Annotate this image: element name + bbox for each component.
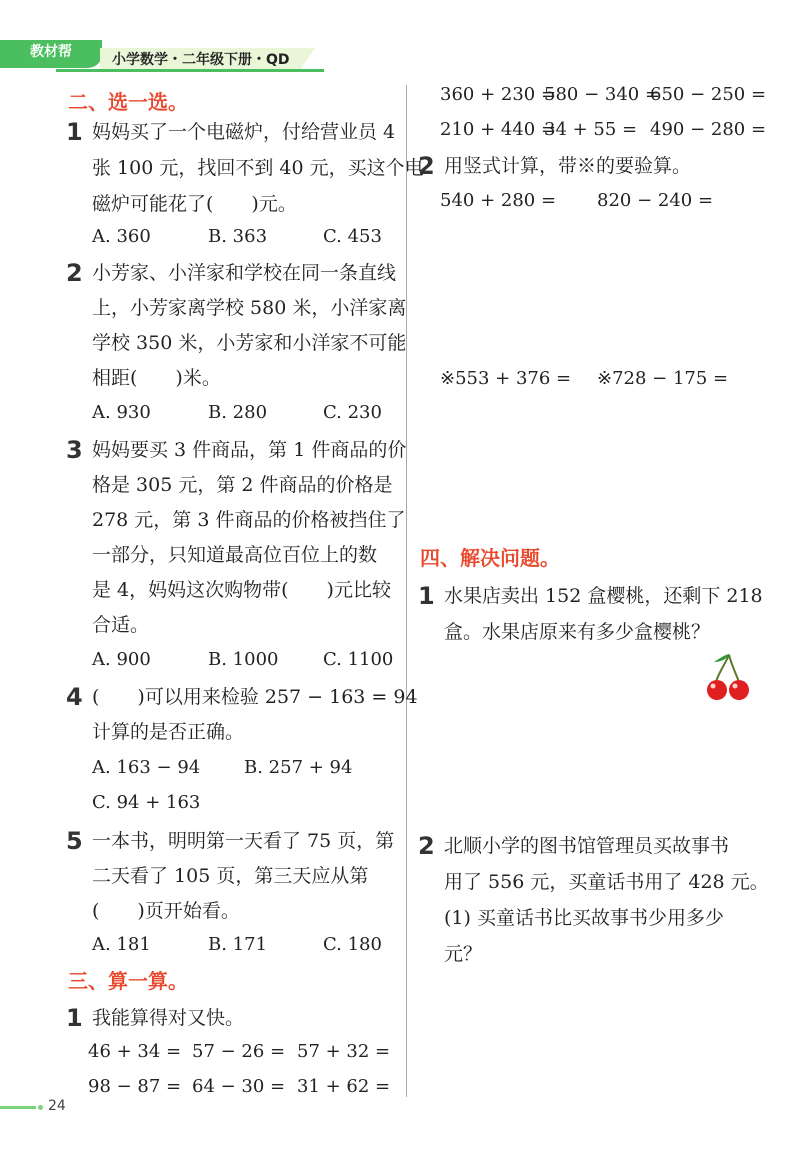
question-text: 元？ <box>444 943 483 965</box>
equation: 57 − 26 = <box>192 1041 286 1062</box>
question-number: 2 <box>418 832 435 860</box>
question-number: 2 <box>418 152 435 180</box>
option-b[interactable]: B. 257 + 94 <box>244 757 353 778</box>
question-text: (1) 买童话书比买故事书少用多少 <box>444 907 724 929</box>
footer-dot <box>38 1105 43 1110</box>
question-text: 妈妈要买 3 件商品，第 1 件商品的价 <box>92 439 407 461</box>
column-divider <box>406 85 407 1097</box>
header-underline <box>56 69 324 72</box>
question-number: 1 <box>418 582 435 610</box>
question-number: 2 <box>66 259 83 287</box>
question-text: 小芳家、小洋家和学校在同一条直线 <box>92 262 397 284</box>
question-text: 张 100 元，找回不到 40 元，买这个电 <box>92 157 424 179</box>
option-a[interactable]: A. 360 <box>92 226 151 247</box>
question-number: 1 <box>66 118 83 146</box>
equation: 540 + 280 = <box>440 190 557 211</box>
question-text: 相距( )米。 <box>92 367 221 389</box>
option-b[interactable]: B. 171 <box>208 934 268 955</box>
question-text: 水果店卖出 152 盒樱桃，还剩下 218 <box>444 585 763 607</box>
option-a[interactable]: A. 163 − 94 <box>92 757 201 778</box>
option-c[interactable]: C. 453 <box>323 226 382 247</box>
equation: ※553 + 376 = <box>440 368 572 389</box>
question-text: 一本书，明明第一天看了 75 页，第 <box>92 830 395 852</box>
question-text: 妈妈买了一个电磁炉，付给营业员 4 <box>92 121 396 143</box>
question-text: ( )可以用来检验 257 − 163 = 94 <box>92 686 418 708</box>
question-text: 用竖式计算，带※的要验算。 <box>444 155 692 177</box>
equation: ※728 − 175 = <box>597 368 729 389</box>
equation: 360 + 230 = <box>440 84 557 105</box>
question-text: 一部分，只知道最高位百位上的数 <box>92 544 378 566</box>
question-text: 北顺小学的图书馆管理员买故事书 <box>444 835 730 857</box>
question-text: 合适。 <box>92 614 150 636</box>
question-text: 盒。水果店原来有多少盒樱桃？ <box>444 621 711 643</box>
equation: 490 − 280 = <box>650 119 767 140</box>
question-text: ( )页开始看。 <box>92 900 240 922</box>
option-c[interactable]: C. 94 + 163 <box>92 792 201 813</box>
option-c[interactable]: C. 1100 <box>323 649 394 670</box>
option-b[interactable]: B. 363 <box>208 226 268 247</box>
equation: 820 − 240 = <box>597 190 714 211</box>
question-text: 二天看了 105 页，第三天应从第 <box>92 865 369 887</box>
header-title: 小学数学・二年级下册・QD <box>112 52 290 68</box>
equation: 34 + 55 = <box>544 119 638 140</box>
question-text: 磁炉可能花了( )元。 <box>92 193 297 215</box>
equation: 46 + 34 = <box>88 1041 182 1062</box>
equation: 31 + 62 = <box>297 1076 391 1097</box>
question-text: 计算的是否正确。 <box>92 721 245 743</box>
equation: 98 − 87 = <box>88 1076 182 1097</box>
page-number: 24 <box>48 1098 66 1114</box>
question-text: 我能算得对又快。 <box>92 1007 245 1029</box>
equation: 64 − 30 = <box>192 1076 286 1097</box>
option-c[interactable]: C. 230 <box>323 402 382 423</box>
option-a[interactable]: A. 900 <box>92 649 151 670</box>
option-c[interactable]: C. 180 <box>323 934 382 955</box>
question-text: 格是 305 元，第 2 件商品的价格是 <box>92 474 393 496</box>
question-number: 1 <box>66 1004 83 1032</box>
question-text: 用了 556 元，买童话书用了 428 元。 <box>444 871 769 893</box>
question-number: 3 <box>66 436 83 464</box>
cherry-icon <box>704 652 752 702</box>
equation: 210 + 440 = <box>440 119 557 140</box>
question-number: 4 <box>66 683 83 711</box>
option-b[interactable]: B. 1000 <box>208 649 279 670</box>
question-text: 上，小芳家离学校 580 米，小洋家离 <box>92 297 407 319</box>
section-title-choose: 二、选一选。 <box>68 90 188 114</box>
question-text: 学校 350 米，小芳家和小洋家不可能 <box>92 332 407 354</box>
section-title-solve: 四、解决问题。 <box>420 546 560 570</box>
option-a[interactable]: A. 181 <box>92 934 151 955</box>
equation: 57 + 32 = <box>297 1041 391 1062</box>
header-tag: 教材帮 <box>30 44 72 60</box>
option-a[interactable]: A. 930 <box>92 402 151 423</box>
question-text: 是 4，妈妈这次购物带( )元比较 <box>92 579 391 601</box>
question-number: 5 <box>66 827 83 855</box>
footer-bar <box>0 1106 36 1109</box>
option-b[interactable]: B. 280 <box>208 402 268 423</box>
equation: 650 − 250 = <box>650 84 767 105</box>
section-title-calculate: 三、算一算。 <box>68 969 188 993</box>
equation: 580 − 340 = <box>544 84 661 105</box>
question-text: 278 元，第 3 件商品的价格被挡住了 <box>92 509 406 531</box>
